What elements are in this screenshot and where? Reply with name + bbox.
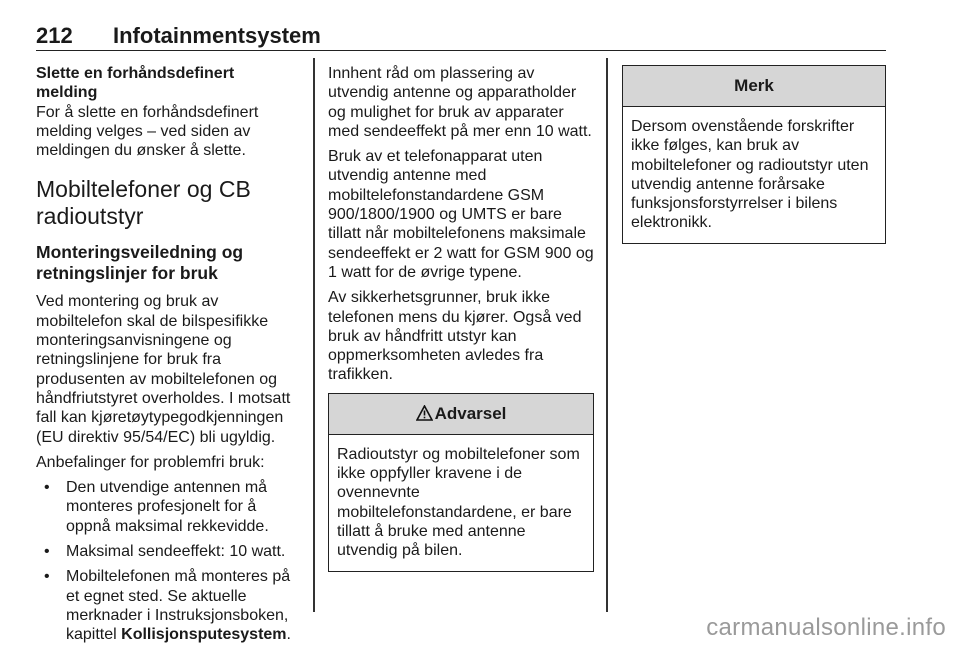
column-divider-1 xyxy=(313,58,315,612)
bullet-icon: • xyxy=(44,479,50,497)
antenna-paragraph: Innhent råd om plassering av utvendig antenne og apparatholder og mulighet for bruk av apparater med sendeeffekt på mer enn 10 watt. xyxy=(328,65,592,140)
note-text: Dersom ovenstående forskrifter ikke følges, kan bruk av mobiltelefoner og radioutstyr uten utvendig antenne forårsake funksjonsforstyrrelser i bilens elektronikk. xyxy=(631,118,869,232)
warning-icon xyxy=(416,405,433,421)
list-item xyxy=(36,478,300,536)
sub-text: For å slette en forhåndsdefinert melding velges – ved siden av meldingen du ønsker å slette. xyxy=(36,103,259,160)
warning-box xyxy=(328,393,594,572)
bullet-icon: • xyxy=(44,543,50,561)
list-item-text: Mobiltelefonen må monteres på et egnet sted. Se aktuelle merknader i Instruksjonsboken, kapittel xyxy=(66,568,291,644)
watermark: carmanualsonline.info xyxy=(706,614,946,641)
warning-box-header xyxy=(329,394,593,435)
section-title: Mobiltelefoner og CB radioutstyr xyxy=(36,176,251,230)
cross-reference-link[interactable]: Kollisjonsputesystem xyxy=(121,626,287,644)
list-item-text: Maksimal sendeeffekt: 10 watt. xyxy=(66,543,286,561)
warning-text: Radioutstyr og mobiltelefoner som ikke oppfyller kravene i de ovennevnte mobiltelefonstandardene, er bare tillatt å bruke med antenne utvendig på bilen. xyxy=(337,445,580,560)
recommendations-lead: Anbefalinger for problemfri bruk: xyxy=(36,453,265,471)
subsection-title: Monteringsveiledning og retningslinjer for bruk xyxy=(36,242,244,284)
note-box-header: Merk xyxy=(623,66,885,107)
bullet-icon: • xyxy=(44,568,50,586)
warning-title: Advarsel xyxy=(434,403,507,423)
list-item-text: Den utvendige antennen må monteres profesjonelt for å oppnå maksimal rekkevidde. xyxy=(66,479,269,535)
list-item xyxy=(36,567,300,644)
page-title: Infotainmentsystem xyxy=(113,23,321,48)
column-middle xyxy=(328,64,594,572)
column-divider-2 xyxy=(606,58,608,612)
page-header xyxy=(36,18,886,51)
gsm-paragraph: Bruk av et telefonapparat uten utvendig antenne med mobiltelefonstandardene GSM 900/1800/1900 og UMTS er bare tillatt når mobiltelefonens maksimale sendeeffekt er 2 watt for GSM 900 og 1 watt for de øvrige typene. xyxy=(328,148,594,281)
intro-paragraph: Ved montering og bruk av mobiltelefon skal de bilspesifikke monteringsanvisningene og retningslinjene for bruk fra produsenten av mobiltelefonen og håndfriutstyret overholdes. I motsatt fall kan kjøretøytypegodkjenningen (EU direktiv 95/54/EC) bli ugyldig. xyxy=(36,293,291,446)
page-number: 212 xyxy=(36,23,73,48)
list-item xyxy=(36,542,300,561)
recommendations-list xyxy=(36,478,300,644)
column-left xyxy=(36,64,300,651)
safety-paragraph: Av sikkerhetsgrunner, bruk ikke telefonen mens du kjører. Også ved bruk av håndfritt utstyr kan oppmerksomheten avledes fra trafikken. xyxy=(328,289,582,384)
note-box xyxy=(622,65,886,244)
column-right xyxy=(622,65,886,244)
list-item-end: . xyxy=(286,626,291,644)
sub-heading: Slette en forhåndsdefinert melding xyxy=(36,65,235,102)
